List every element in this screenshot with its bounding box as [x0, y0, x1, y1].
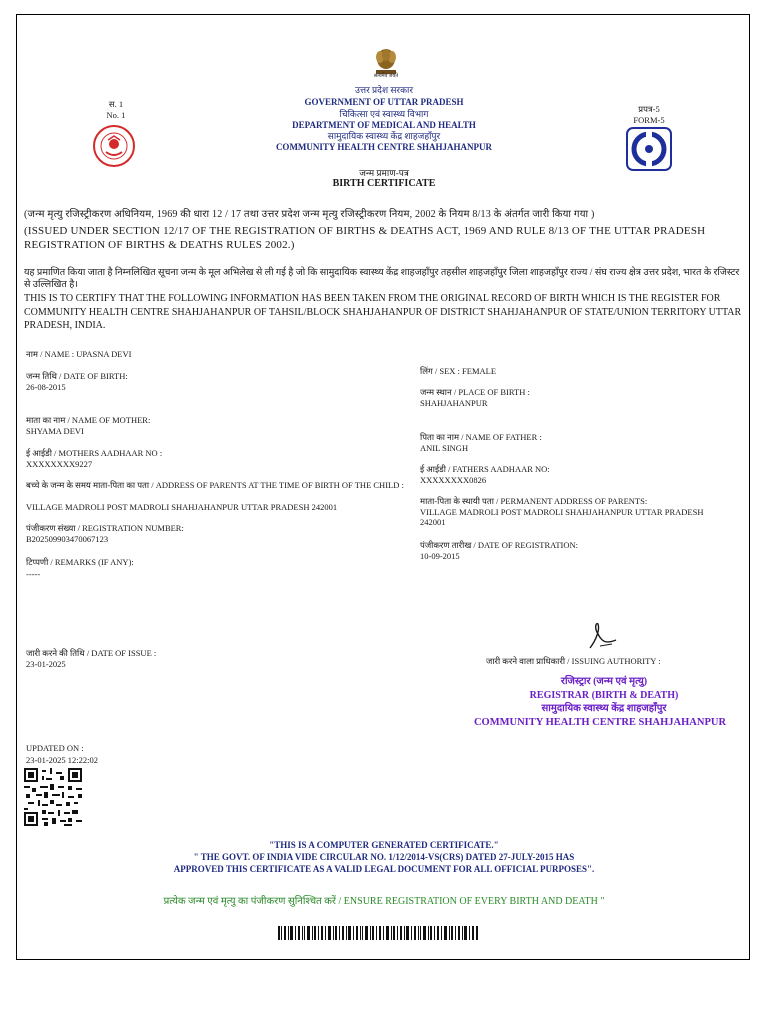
remarks-value: ----- [26, 569, 41, 579]
title-english: BIRTH CERTIFICATE [332, 178, 436, 189]
father-name-value: ANIL SINGH [420, 443, 469, 453]
ensure-registration-note: प्रत्येक जन्म एवं मृत्यु का पंजीकरण सुनिश्चित करें / ENSURE REGISTRATION OF EVERY BIRTH AND DEATH " [163, 896, 605, 907]
issue-date-label: जारी करने की तिथि / DATE OF ISSUE : [26, 648, 157, 658]
registrar-chc-hindi: सामुदायिक स्वास्थ्य केंद्र शाहजहाँपुर [541, 703, 667, 714]
remarks-label: टिप्पणी / REMARKS (IF ANY): [26, 557, 134, 567]
father-name-label: पिता का नाम / NAME OF FATHER : [420, 432, 542, 442]
signature-icon [586, 620, 622, 654]
certify-english: THIS IS TO CERTIFY THAT THE FOLLOWING INFORMATION HAS BEEN TAKEN FROM THE ORIGINAL RECORD OF BIRTH WHICH IS THE REGISTER FOR COMMUNITY HEALTH CENTRE SHAHJAHANPUR OF TAHSIL/BLOCK SHAHJAHANPUR OF DISTRICT SHAHJAHANPUR OF STATE/UNION TERRITORY UTTAR PRADESH, INDIA. [24, 293, 742, 331]
issued-under-english: (ISSUED UNDER SECTION 12/17 OF THE REGISTRATION OF BIRTHS & DEATHS ACT, 1969 AND RULE 8/13 OF THE UTTAR PRADESH REGISTRATION OF BIRTHS & DEATHS RULES 2002.) [24, 225, 706, 251]
mother-aadhaar-label: ई आईडी / MOTHERS AADHAAR NO : [26, 448, 163, 458]
mother-name-label: माता का नाम / NAME OF MOTHER: [26, 415, 151, 425]
dob-value: 26-08-2015 [26, 382, 66, 392]
registration-date-label: पंजीकरण तारीख / DATE OF REGISTRATION: [420, 540, 579, 550]
child-name: नाम / NAME : UPASNA DEVI [26, 349, 132, 359]
chc-english: COMMUNITY HEALTH CENTRE SHAHJAHANPUR [275, 142, 493, 152]
updated-on-label: UPDATED ON : [26, 743, 84, 753]
form-no-english: FORM-5 [633, 115, 665, 125]
issuing-authority-label: जारी करने वाला प्राधिकारी / ISSUING AUTHORITY : [486, 656, 661, 666]
registration-number-label: पंजीकरण संख्या / REGISTRATION NUMBER: [26, 523, 184, 533]
address-birth-label: बच्चे के जन्म के समय माता-पिता का पता / ADDRESS OF PARENTS AT THE TIME OF BIRTH OF THE CHILD : [26, 480, 404, 490]
permanent-address-value: VILLAGE MADROLI POST MADROLI SHAHJAHANPUR UTTAR PRADESH 242001 [420, 507, 704, 527]
serial-no-hindi: स. 1 [108, 99, 124, 109]
sex-field: लिंग / SEX : FEMALE [420, 366, 497, 376]
state-govt-hindi: उत्तर प्रदेश सरकार [354, 85, 414, 95]
state-govt-english: GOVERNMENT OF UTTAR PRADESH [304, 97, 464, 107]
address-birth-value: VILLAGE MADROLI POST MADROLI SHAHJAHANPUR UTTAR PRADESH 242001 [26, 502, 338, 512]
registrar-english: REGISTRAR (BIRTH & DEATH) [529, 690, 679, 701]
dept-english: DEPARTMENT OF MEDICAL AND HEALTH [292, 120, 476, 130]
up-govt-seal-icon [92, 124, 136, 168]
registrar-chc-english: COMMUNITY HEALTH CENTRE SHAHJAHANPUR [473, 717, 727, 728]
father-aadhaar-label: ई आईडी / FATHERS AADHAAR NO: [420, 464, 550, 474]
chc-hindi: सामुदायिक स्वास्थ्य केंद्र शाहजहाँपुर [327, 131, 441, 141]
crs-logo-icon [626, 127, 672, 171]
serial-no-english: No. 1 [106, 110, 126, 120]
certify-hindi: यह प्रमाणित किया जाता है निम्नलिखित सूचना जन्म के मूल अभिलेख से ली गई है जो कि सामुदायिक स्वास्थ्य केंद्र शाहजहाँपुर तहसील शाहजहाँपुर जिला शाहजहाँपुर राज्य / संघ राज्य क्षेत्र उत्तर प्रदेश, भारत के रजिस्टर से उल्लिखित है। [24, 268, 740, 290]
pob-value: SHAHJAHANPUR [420, 398, 488, 408]
updated-on-value: 23-01-2025 12:22:02 [26, 755, 99, 765]
registrar-hindi: रजिस्ट्रार (जन्म एवं मृत्यु) [560, 676, 648, 687]
issued-under-hindi: (जन्म मृत्यु रजिस्ट्रीकरण अधिनियम, 1969 की धारा 12 / 17 तथा उत्तर प्रदेश जन्म मृत्यु रजिस्ट्रीकरण नियम, 2002 के नियम 8/13 के अंतर्गत जारी किया गया ) [24, 209, 595, 220]
dept-hindi: चिकित्सा एवं स्वास्थ्य विभाग [339, 109, 429, 119]
govt-circular-note-line1: " THE GOVT. OF INDIA VIDE CIRCULAR NO. 1/12/2014-VS(CRS) DATED 27-JULY-2015 HAS [193, 852, 575, 862]
registration-date-value: 10-09-2015 [420, 551, 460, 561]
issue-date-value: 23-01-2025 [26, 659, 66, 669]
pob-label: जन्म स्थान / PLACE OF BIRTH : [420, 387, 530, 397]
emblem-caption: सत्यमेव जयते [373, 74, 399, 79]
barcode-icon [278, 926, 478, 940]
permanent-address-label: माता-पिता के स्थायी पता / PERMANENT ADDRESS OF PARENTS: [420, 496, 648, 506]
dob-label: जन्म तिथि / DATE OF BIRTH: [26, 371, 128, 381]
computer-generated-note: "THIS IS A COMPUTER GENERATED CERTIFICATE." [269, 840, 499, 850]
form-no-hindi: प्रपत्र-5 [638, 104, 660, 114]
qr-code-icon [24, 768, 82, 826]
title-hindi: जन्म प्रमाण-पत्र [359, 168, 409, 178]
mother-aadhaar-value: XXXXXXXX9227 [26, 459, 93, 469]
registration-number-value: B2025099034700671​23 [26, 534, 109, 544]
father-aadhaar-value: XXXXXXXX0826 [420, 475, 487, 485]
mother-name-value: SHYAMA DEVI [26, 426, 84, 436]
govt-circular-note-line2: APPROVED THIS CERTIFICATE AS A VALID LEGAL DOCUMENT FOR ALL OFFICIAL PURPOSES". [173, 864, 595, 874]
